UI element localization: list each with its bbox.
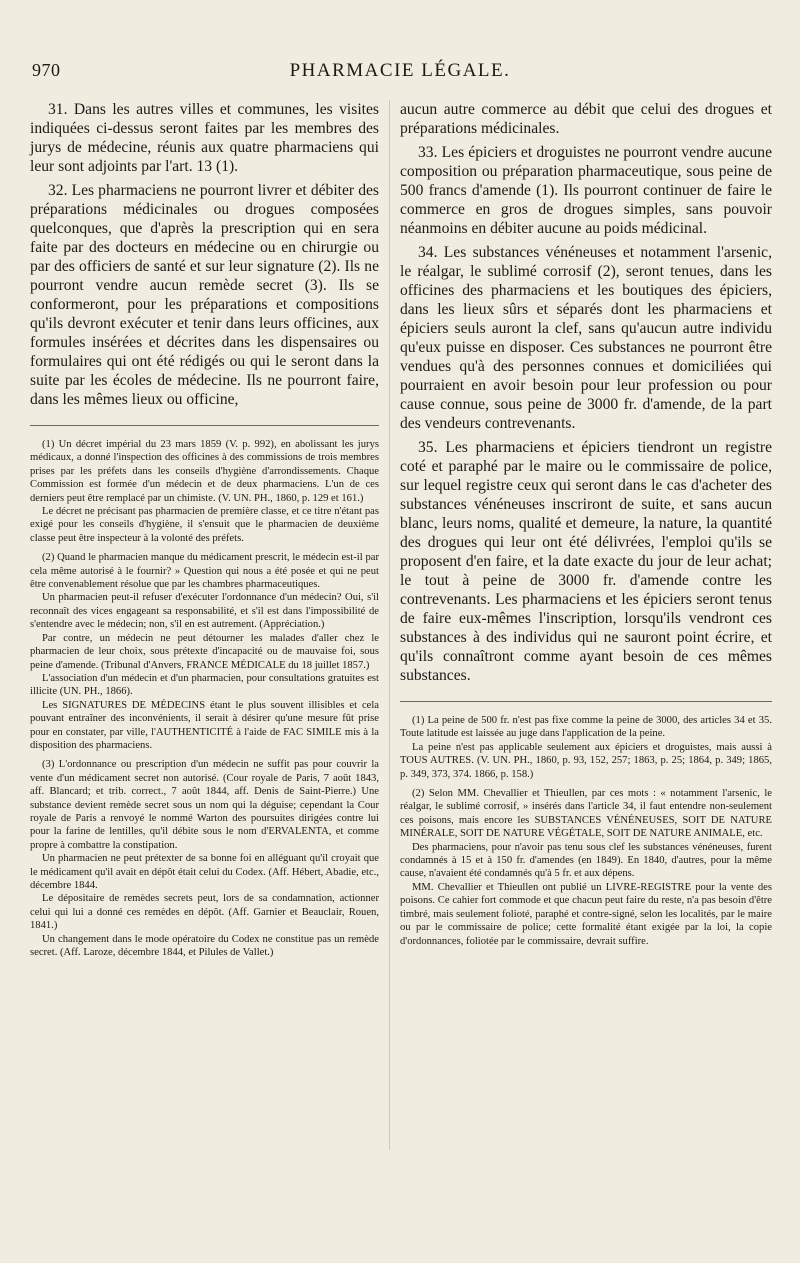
page-header	[30, 60, 770, 90]
article-32: 32. Les pharmaciens ne pourront livrer et débiter des préparations médicinales ou drogues composées quelconques, que d'après la prescription qui en sera faite par des docteurs en médecine ou en chirurgie ou par des officiers de santé et sur leur signature (2). Ils ne pourront vendre aucun remède secret (3). Ils se conformeront, pour les préparations et compositions qu'ils devront exécuter et tenir dans leurs officines, aux formules insérées et décrites dans les dispensaires ou formulaires qui ont été rédigés ou qui le seront dans la suite par les écoles de médecine. Ils ne pourront faire, dans les mêmes lieux ou officine,	[30, 182, 379, 408]
footnote: (1) Un décret impérial du 23 mars 1859 (V. p. 992), en abolissant les jurys médicaux, a donné l'inspection des officines à des commissions de trois membres prises par les préfets dans les conseils d'hygiène d'arrondissements. Chaque Commission est formée d'un médecin et de deux pharmaciens. L'un de ces derniers peut être remplacé par un chimiste. (V. UN. PH., 1860, p. 129 et 161.)	[30, 439, 379, 504]
footnote: (2) Selon MM. Chevallier et Thieullen, par ces mots : « notamment l'arsenic, le réalgar, le sublimé corrosif, » insérés dans l'article 34, il faut entendre non-seulement ces poisons, mais encore les SUBSTANCES VÉNÉNEUSES, SOIT DE NATURE MINÉRALE, SOIT DE NATURE VÉGÉTALE, SOIT DE NATURE ANIMALE, etc.	[400, 788, 772, 840]
footnote: Des pharmaciens, pour n'avoir pas tenu sous clef les substances vénéneuses, furent condamnés à 15 et à 150 fr. d'amendes (en 1849). En 1840, d'autres, pour la même cause, n'avaient été condamnés qu'à 5 fr. et aux dépens.	[400, 841, 772, 880]
footnote: (3) L'ordonnance ou prescription d'un médecin ne suffit pas pour couvrir la vente d'un médicament secret non autorisé. (Cour royale de Paris, 7 août 1843, aff. Blancard; et trib. correct., 7 août 1844, aff. Denis de Saint-Pierre.) Une substance devient remède secret sous un nom qui la déguise; cependant la Cour royale de Paris a renvoyé le nommé Warton des poursuites dirigées contre lui pour la farine de lentilles, qu'il débite sous le nom d'ERVALENTA, et comme propre à combattre la constipation.	[30, 759, 379, 851]
article-34: 34. Les substances vénéneuses et notamment l'arsenic, le réalgar, le sublimé corrosif (2), seront tenues, dans les officines des pharmaciens et les boutiques des épiciers, dans les lieux sûrs et séparés dont les pharmaciens et épiciers seuls auront la clef, sans qu'aucun autre individu qu'eux puisse en disposer. Ces substances ne pourront être vendues qu'à des personnes connues et domiciliées qui pourraient en avoir besoin pour leur profession ou pour cause connue, sous peine de 3000 fr. d'amende, de la part des vendeurs contrevenants.	[400, 244, 772, 432]
running-title: PHARMACIE LÉGALE.	[289, 60, 511, 81]
footnote-rule	[30, 425, 379, 426]
footnote: (2) Quand le pharmacien manque du médicament prescrit, le médecin est-il par cela même autorisé à le fournir? » Question qui nous a été posée et qui ne peut être convenablement résolue que par les chambres pharmaceutiques.	[30, 552, 379, 591]
left-column	[30, 100, 379, 959]
footnote: L'association d'un médecin et d'un pharmacien, pour consultations gratuites est illicite (UN. PH., 1866).	[30, 672, 379, 698]
footnote: Le décret ne précisant pas pharmacien de première classe, et ce titre n'étant pas exigé pour les conseils d'hygiène, il s'ensuit que le pharmacien de deuxième classe peut être inspecteur à la volonté des préfets.	[30, 506, 379, 544]
footnote: (1) La peine de 500 fr. n'est pas fixe comme la peine de 3000, des articles 34 et 35. Toute latitude est laissée au juge dans l'application de la peine.	[400, 715, 772, 740]
footnote-rule	[400, 701, 772, 702]
column-divider	[389, 100, 390, 1150]
footnote: MM. Chevallier et Thieullen ont publié un LIVRE-REGISTRE pour la vente des poisons. Ce cahier fort commode et que chacun peut faire du reste, n'a pas besoin d'être timbré, mais seulement folioté, paraphé et contre-signé, selon les localités, par le maire ou par le commissaire de police; cette formalité étant exigée par la loi, la copie d'ordonnances, foliotée par le commissaire, devrait suffire.	[400, 881, 772, 947]
footnote: Le dépositaire de remèdes secrets peut, lors de sa condamnation, actionner celui qui lui a donné ces remèdes en dépôt. (Aff. Garnier et Beauclair, Rouen, 1841.)	[30, 893, 379, 932]
footnote: Par contre, un médecin ne peut détourner les malades d'aller chez le pharmacien de leur choix, sous prétexte d'incapacité ou de mauvaise foi, sous peine d'amende. (Tribunal d'Anvers, FRANCE MÉDICALE du 18 juillet 1857.)	[30, 632, 379, 671]
footnote: Un pharmacien ne peut prétexter de sa bonne foi en alléguant qu'il croyait que le médicament qu'il avait en dépôt était celui du Codex. (Aff. Hébert, Abadie, etc., décembre 1844.	[30, 853, 379, 891]
footnote: La peine n'est pas applicable seulement aux épiciers et droguistes, mais aussi à TOUS AUTRES. (V. UN. PH., 1860, p. 93, 152, 257; 1863, p. 25; 1864, p. 349; 1865, p. 349, 373, 374. 1866, p. 158.)	[400, 741, 772, 780]
article-35: 35. Les pharmaciens et épiciers tiendront un registre coté et paraphé par le maire ou le commissaire de police, sur lequel registre ceux qui seront dans le cas d'acheter des substances vénéneuses inscriront de suite, et sans aucun blanc, leurs noms, qualité et demeure, la nature, la quantité des drogues qui leur ont été délivrées, l'emploi qu'ils se proposent d'en faire, et la date exacte du jour de leur achat; le tout à peine de 3000 fr. d'amende contre les contrevenants. Les pharmaciens et les épiciers seront tenus de faire eux-mêmes l'inscription, lorsqu'ils vendront ces substances à des individus qui ne sauront point écrire, et qu'ils connaîtront comme ayant besoin de ces mêmes substances.	[400, 439, 772, 684]
article-32-continued: aucun autre commerce au débit que celui des drogues et préparations médicinales.	[400, 101, 772, 137]
article-33: 33. Les épiciers et droguistes ne pourront vendre aucune composition ou préparation pharmaceutique, sous peine de 500 francs d'amende (1). Ils pourront continuer de faire le commerce en gros de drogues simples, sans pouvoir néanmoins en débiter aucune au poids médicinal.	[400, 144, 772, 237]
article-31: 31. Dans les autres villes et communes, les visites indiquées ci-dessus seront faites par les membres des jurys de médecine, réunis aux quatre pharmaciens qui leur sont adjoints par l'art. 13 (1).	[30, 101, 379, 175]
footnote: Les SIGNATURES DE MÉDECINS étant le plus souvent illisibles et cela pouvant entraîner des inconvénients, il serait à désirer qu'une mesure fût prise pour en constater, par ville, l'AUTHENTICITÉ à l'aide de FAC SIMILE mis à la disposition des pharmaciens.	[30, 699, 379, 751]
footnote: Un pharmacien peut-il refuser d'exécuter l'ordonnance d'un médecin? Oui, s'il reconnaît des vices engageant sa responsabilité, et s'il est dans l'impossibilité de s'entendre avec le médecin; non, s'il en est autrement. (Appréciation.)	[30, 592, 379, 631]
page-number: 970	[32, 60, 61, 80]
right-column	[400, 100, 772, 948]
footnote: Un changement dans le mode opératoire du Codex ne constitue pas un remède secret. (Aff. Laroze, décembre 1844, et Pilules de Vallet.)	[30, 933, 379, 959]
